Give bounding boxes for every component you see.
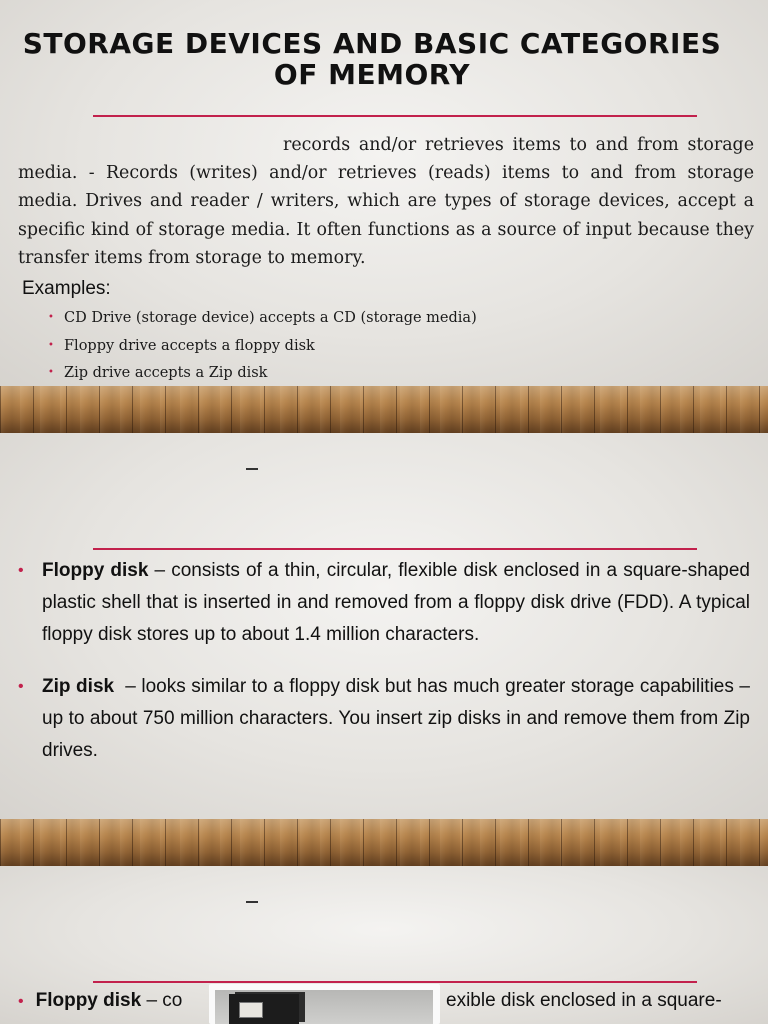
list-item-text: CD Drive (storage device) accepts a CD (storage media)	[64, 310, 477, 326]
slide-2	[0, 433, 768, 819]
list-item	[18, 985, 182, 1018]
body-paragraph: records and/or retrieves items to and from storage media. - Records (writes) and/or retrieves (reads) items to and from storage media. Drives and reader / writers, which are types of storage devices, accept a specific kind of storage media. It often functions as a source of input because they transfer items from storage to memory.	[18, 135, 754, 268]
floppy-disk-icon	[229, 994, 299, 1024]
wood-floor-divider	[0, 386, 768, 433]
bullet-text-tail: exible disk enclosed in a square-	[446, 990, 722, 1011]
title-underline	[93, 115, 697, 117]
bullet-icon: •	[48, 367, 54, 378]
list-item-text: Zip drive accepts a Zip disk	[64, 365, 268, 381]
bullet-term: Zip disk	[42, 675, 115, 697]
bullet-text: – co	[141, 990, 183, 1011]
list-item	[18, 671, 756, 768]
list-item	[48, 306, 477, 334]
bullet-term: Floppy disk	[42, 560, 149, 581]
list-item	[48, 361, 477, 386]
bullet-text: – looks similar to a floppy disk but has much greater storage capabilities – up to about 750 million characters. You insert zip disks in and remove them from Zip drives.	[42, 675, 756, 762]
title-underline	[93, 981, 697, 983]
title-underline	[93, 548, 697, 550]
list-item-text: Floppy drive accepts a floppy disk	[64, 337, 315, 354]
photo-background	[215, 990, 433, 1024]
disk-label	[239, 1002, 263, 1018]
slide-1	[0, 0, 768, 386]
title-dash	[246, 468, 258, 470]
bullet-icon: •	[18, 677, 24, 695]
examples-heading: Examples:	[22, 278, 111, 299]
wood-floor-divider	[0, 819, 768, 866]
bullet-icon: •	[18, 562, 24, 579]
list-item	[48, 334, 477, 362]
bullet-term: Floppy disk	[35, 990, 142, 1011]
title-dash	[246, 901, 258, 903]
bullet-icon: •	[48, 312, 54, 323]
bullet-icon: •	[48, 339, 54, 351]
list-item	[18, 555, 750, 652]
bullet-list	[18, 555, 756, 767]
slide-3	[0, 866, 768, 1024]
floppy-disk-photo	[209, 984, 440, 1024]
bullet-icon: •	[18, 993, 24, 1010]
bullet-text: – consists of a thin, circular, flexible disk enclosed in a square-shaped plastic shell that is inserted in and removed from a floppy disk drive (FDD). A typical floppy disk stores up to about 1.4 million characters.	[42, 560, 750, 646]
slide-title: STORAGE DEVICES AND BASIC CATEGORIES OF MEMORY	[22, 27, 722, 91]
examples-list	[48, 306, 477, 386]
